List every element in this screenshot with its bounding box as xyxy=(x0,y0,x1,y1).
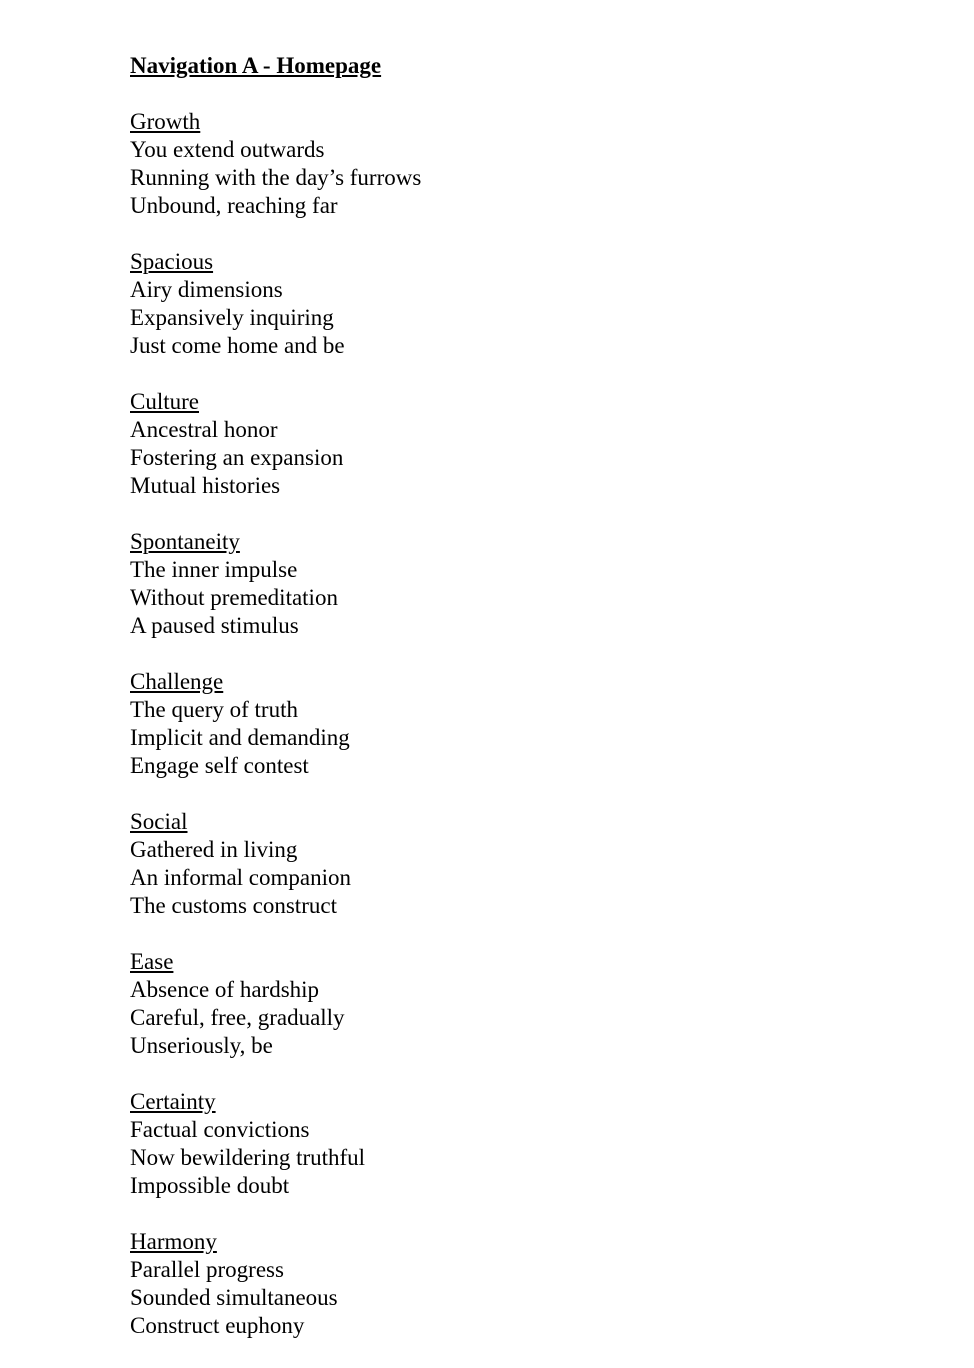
section-harmony xyxy=(130,1228,930,1340)
section-heading-link[interactable]: Ease xyxy=(130,949,174,974)
verse-line: A paused stimulus xyxy=(130,613,299,638)
section-certainty xyxy=(130,1088,930,1200)
verse-line: Now bewildering truthful xyxy=(130,1145,366,1170)
verse-line: The query of truth xyxy=(130,697,298,722)
section-heading-link[interactable]: Culture xyxy=(130,389,199,414)
section-heading-link[interactable]: Spacious xyxy=(130,249,214,274)
section-spontaneity xyxy=(130,528,930,640)
verse-line: Absence of hardship xyxy=(130,977,320,1002)
verse-line: You extend outwards xyxy=(130,137,325,162)
section-heading-link[interactable]: Social xyxy=(130,809,188,834)
verse-line: Sounded simultaneous xyxy=(130,1285,338,1310)
section-challenge xyxy=(130,668,930,780)
verse-line: Engage self contest xyxy=(130,753,309,778)
verse-line: Expansively inquiring xyxy=(130,305,334,330)
section-ease xyxy=(130,948,930,1060)
section-heading-link[interactable]: Harmony xyxy=(130,1229,217,1254)
verse-line: Construct euphony xyxy=(130,1313,305,1338)
section-growth xyxy=(130,108,930,220)
verse-line: An informal companion xyxy=(130,865,352,890)
verse-line: Fostering an expansion xyxy=(130,445,344,470)
verse-line: Gathered in living xyxy=(130,837,298,862)
verse-line: Unseriously, be xyxy=(130,1033,273,1058)
verse-line: The inner impulse xyxy=(130,557,298,582)
verse-line: Just come home and be xyxy=(130,333,345,358)
document-page xyxy=(130,52,930,1340)
section-social xyxy=(130,808,930,920)
verse-line: Mutual histories xyxy=(130,473,281,498)
page-title: Navigation A - Homepage xyxy=(130,53,382,78)
verse-line: Without premeditation xyxy=(130,585,338,610)
verse-line: Careful, free, gradually xyxy=(130,1005,345,1030)
section-spacious xyxy=(130,248,930,360)
section-heading-link[interactable]: Growth xyxy=(130,109,201,134)
verse-line: The customs construct xyxy=(130,893,337,918)
verse-line: Parallel progress xyxy=(130,1257,284,1282)
section-heading-link[interactable]: Challenge xyxy=(130,669,224,694)
verse-line: Impossible doubt xyxy=(130,1173,290,1198)
verse-line: Ancestral honor xyxy=(130,417,278,442)
section-heading-link[interactable]: Spontaneity xyxy=(130,529,240,554)
verse-line: Implicit and demanding xyxy=(130,725,350,750)
verse-line: Running with the day’s furrows xyxy=(130,165,422,190)
section-heading-link[interactable]: Certainty xyxy=(130,1089,216,1114)
section-culture xyxy=(130,388,930,500)
verse-line: Airy dimensions xyxy=(130,277,283,302)
verse-line: Factual convictions xyxy=(130,1117,310,1142)
verse-line: Unbound, reaching far xyxy=(130,193,338,218)
